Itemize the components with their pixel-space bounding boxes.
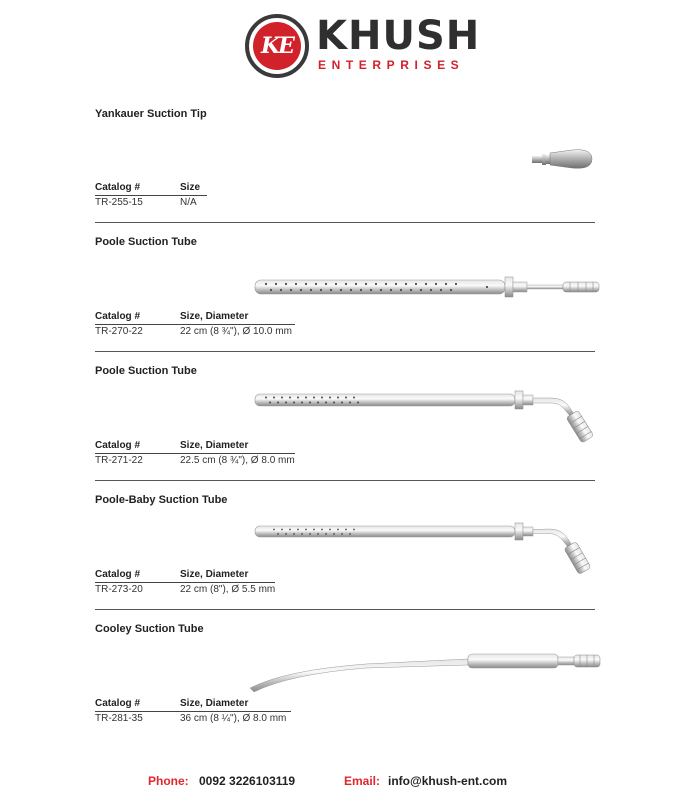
logo-emblem — [245, 14, 309, 78]
yankauer-tip-image — [530, 144, 596, 174]
catalog-header: Catalog # — [95, 569, 141, 580]
phone-label: Phone: — [148, 774, 189, 788]
spec-underline — [95, 582, 275, 583]
footer-contact — [0, 774, 689, 790]
product-title: Yankauer Suction Tip — [95, 108, 207, 120]
catalog-header: Catalog # — [95, 440, 141, 451]
catalog-number: TR-273-20 — [95, 584, 143, 595]
poole-tube-image — [252, 274, 602, 300]
size-value: 22 cm (8"), Ø 5.5 mm — [180, 584, 276, 595]
spec-underline — [95, 453, 295, 454]
email-address[interactable]: info@khush-ent.com — [388, 774, 508, 788]
phone-number[interactable]: 0092 3226103119 — [199, 774, 296, 788]
poole-tube-angled-image — [252, 384, 612, 444]
section-divider — [95, 222, 595, 223]
size-value: N/A — [180, 197, 197, 208]
section-divider — [95, 480, 595, 481]
brand-tagline: ENTERPRISES — [318, 58, 465, 72]
catalog-header: Catalog # — [95, 698, 141, 709]
product-title: Poole-Baby Suction Tube — [95, 494, 228, 506]
product-title: Cooley Suction Tube — [95, 623, 204, 635]
brand-name: KHUSH — [316, 13, 481, 59]
catalog-number: TR-271-22 — [95, 455, 143, 466]
poole-baby-tube-image — [252, 514, 612, 576]
catalog-number: TR-270-22 — [95, 326, 143, 337]
size-header: Size, Diameter — [180, 569, 249, 580]
size-header: Size, Diameter — [180, 698, 249, 709]
catalog-header: Catalog # — [95, 182, 141, 193]
section-divider — [95, 609, 595, 610]
product-title: Poole Suction Tube — [95, 365, 197, 377]
catalog-header: Catalog # — [95, 311, 141, 322]
cooley-tube-image — [246, 648, 606, 692]
product-title: Poole Suction Tube — [95, 236, 197, 248]
size-value: 22 cm (8 ¾"), Ø 10.0 mm — [180, 326, 292, 337]
email-label: Email: — [344, 774, 381, 788]
catalog-number: TR-255-15 — [95, 197, 143, 208]
section-divider — [95, 351, 595, 352]
spec-underline — [95, 195, 207, 196]
size-header: Size, Diameter — [180, 311, 249, 322]
logo-monogram: KE — [253, 22, 301, 70]
spec-underline — [95, 324, 295, 325]
product-yankauer — [95, 108, 595, 218]
header — [0, 0, 689, 95]
size-value: 22.5 cm (8 ¾"), Ø 8.0 mm — [180, 455, 295, 466]
catalog-number: TR-281-35 — [95, 713, 143, 724]
spec-underline — [95, 711, 291, 712]
size-header: Size — [180, 182, 201, 193]
size-value: 36 cm (8 ¼"), Ø 8.0 mm — [180, 713, 287, 724]
size-header: Size, Diameter — [180, 440, 249, 451]
